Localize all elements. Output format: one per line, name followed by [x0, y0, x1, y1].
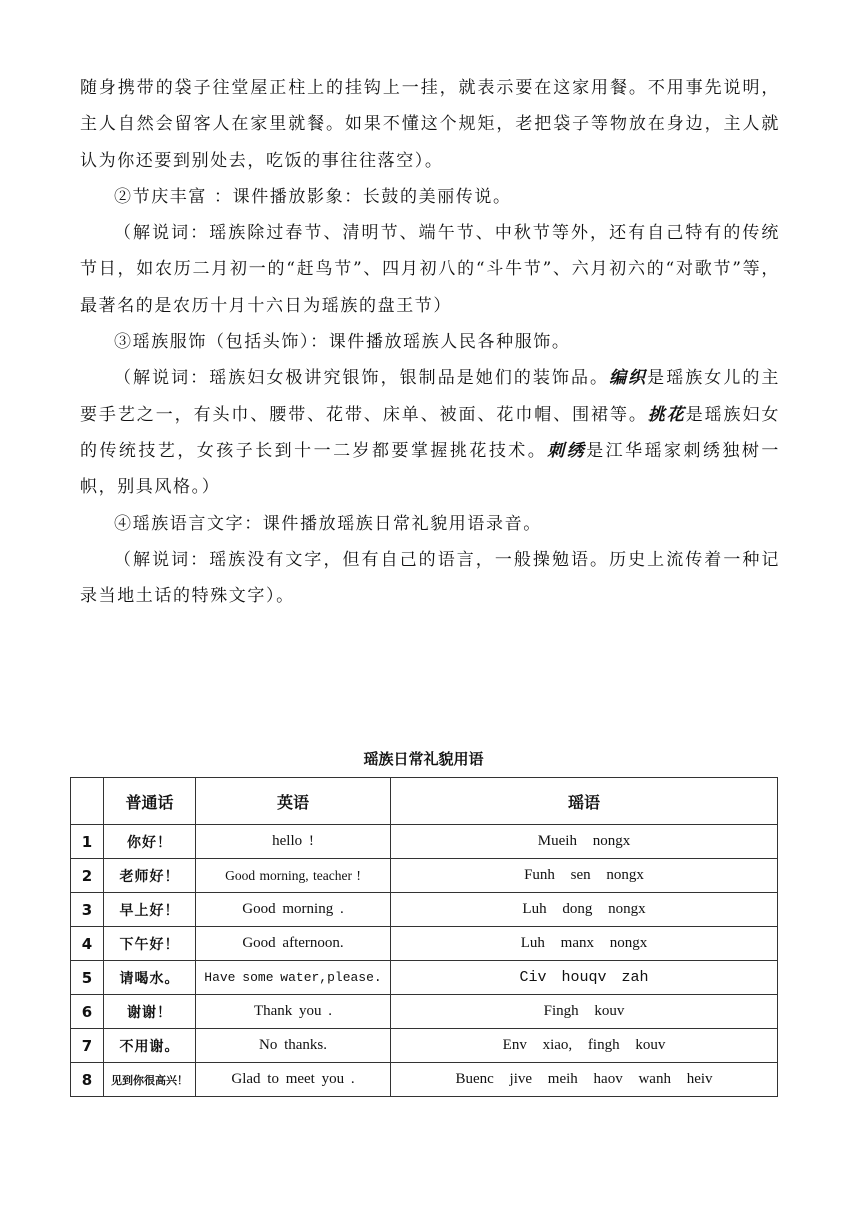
english-cell: Good afternoon.	[196, 927, 391, 961]
yao-cell: Luh manx nongx	[391, 927, 778, 961]
english-cell: No thanks.	[196, 1029, 391, 1063]
english-cell: Glad to meet you .	[196, 1063, 391, 1097]
table-row	[71, 1029, 778, 1063]
mandarin-cell: 见到你很高兴！	[104, 1063, 196, 1097]
costume-text-e: 是瑶族妇女的传统技艺，女孩子长到十一二岁都要掌握挑花技术。	[80, 404, 781, 461]
phrases-table	[70, 777, 778, 1097]
yao-cell: Funh sen nongx	[391, 859, 778, 893]
keyword-cross-stitch: 挑花	[647, 404, 686, 425]
english-cell: Have some water,please.	[196, 961, 391, 995]
row-number: 1	[71, 825, 104, 859]
row-number: 6	[71, 995, 104, 1029]
row-number: 8	[71, 1063, 104, 1097]
table-row	[71, 825, 778, 859]
keyword-weaving: 编织	[609, 368, 648, 389]
mandarin-cell: 下午好！	[104, 927, 196, 961]
table-row	[71, 893, 778, 927]
header-english: 英语	[196, 778, 391, 825]
mandarin-cell: 老师好！	[104, 859, 196, 893]
paragraph-costume-heading: ③瑶族服饰（包括头饰）：课件播放瑶族人民各种服饰。	[114, 332, 571, 353]
table-row	[71, 995, 778, 1029]
table-row	[71, 927, 778, 961]
table-row	[71, 961, 778, 995]
costume-text-a: （解说词：瑶族妇女极讲究银饰，银制品是她们的装饰品。	[114, 368, 610, 389]
english-cell: Good morning, teacher !	[196, 859, 391, 893]
row-number: 3	[71, 893, 104, 927]
paragraph-meal-custom: 随身携带的袋子往堂屋正柱上的挂钩上一挂，就表示要在这家用餐。不用事先说明，主人自然会留客人在家里就餐。如果不懂这个规矩，老把袋子等物放在身边，主人就认为你还要到别处去，吃饭的事往往落空）。	[80, 78, 780, 171]
paragraph-festivals-commentary: （解说词：瑶族除过春节、清明节、端午节、中秋节等外，还有自己特有的传统节日，如农历二月初一的“赶鸟节”、四月初八的“斗牛节”、六月初六的“对歌节”等，最著名的是农历十月十六日为瑶族的盘王节）	[80, 223, 780, 316]
mandarin-cell: 早上好！	[104, 893, 196, 927]
costume-text-c: 是瑶族女儿的主要手艺之一，有头巾、腰带、花带、床单、被面、花巾帽、围裙等。	[80, 368, 781, 425]
yao-cell: Buenc jive meih haov wanh heiv	[391, 1063, 778, 1097]
mandarin-cell: 谢谢！	[104, 995, 196, 1029]
header-number	[71, 778, 104, 825]
english-cell: Good morning .	[196, 893, 391, 927]
paragraph-language-heading: ④瑶族语言文字：课件播放瑶族日常礼貌用语录音。	[114, 513, 542, 534]
row-number: 5	[71, 961, 104, 995]
table-row	[71, 859, 778, 893]
yao-cell: Luh dong nongx	[391, 893, 778, 927]
row-number: 2	[71, 859, 104, 893]
header-yao: 瑶语	[391, 778, 778, 825]
row-number: 7	[71, 1029, 104, 1063]
row-number: 4	[71, 927, 104, 961]
keyword-embroidery: 刺绣	[547, 440, 587, 461]
mandarin-cell: 不用谢。	[104, 1029, 196, 1063]
yao-cell: Mueih nongx	[391, 825, 778, 859]
document-body	[80, 70, 780, 614]
english-cell: hello !	[196, 825, 391, 859]
costume-text-g: 是江华瑶家刺绣独树一帜，别具风格。）	[80, 440, 781, 498]
yao-cell: Env xiao, fingh kouv	[391, 1029, 778, 1063]
yao-cell: Civ houqv zah	[391, 961, 778, 995]
table-caption: 瑶族日常礼貌用语	[363, 750, 484, 768]
english-cell: Thank you .	[196, 995, 391, 1029]
yao-cell: Fingh kouv	[391, 995, 778, 1029]
mandarin-cell: 你好！	[104, 825, 196, 859]
paragraph-language-commentary: （解说词：瑶族没有文字，但有自己的语言，一般操勉语。历史上流传着一种记录当地土话的特殊文字）。	[80, 549, 780, 607]
header-mandarin: 普通话	[104, 778, 196, 825]
table-header-row	[71, 778, 778, 825]
paragraph-festivals-heading: ②节庆丰富 ：课件播放影象：长鼓的美丽传说。	[114, 186, 512, 207]
paragraph-costume-commentary	[80, 360, 780, 505]
mandarin-cell: 请喝水。	[104, 961, 196, 995]
table-row	[71, 1063, 778, 1097]
